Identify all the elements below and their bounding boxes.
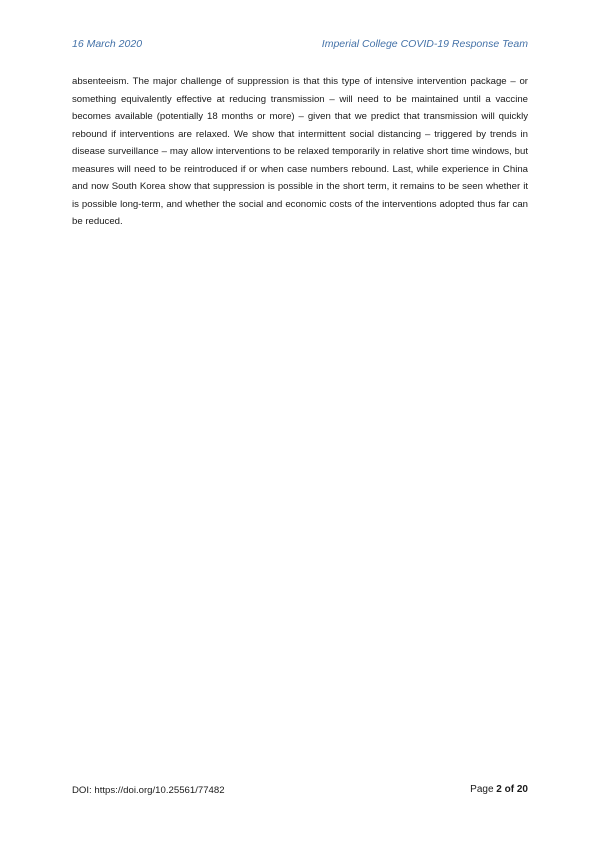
page-current: 2 [496,784,502,795]
page-number [470,784,528,795]
header-team: Imperial College COVID-19 Response Team [321,38,528,50]
page-of: of [504,784,515,795]
body-paragraph: absenteeism. The major challenge of suppression is that this type of intensive intervention package – or something equivalently effective at reducing transmission – will need to be maintained until a vaccine becomes available (potentially 18 months or more) – given that we predict that transmission will quickly rebound if interventions are relaxed. We show that intermittent social distancing – triggered by trends in disease surveillance – may allow interventions to be relaxed temporarily in relative short time windows, but measures will need to be reintroduced if or when case numbers rebound. Last, while experience in China and now South Korea show that suppression is possible in the short term, it remains to be seen whether it is possible long-term, and whether the social and economic costs of the interventions adopted thus far can be reduced. [72,76,528,227]
header-date: 16 March 2020 [72,38,143,50]
footer-doi: DOI: https://doi.org/10.25561/77482 [72,785,225,796]
page-total: 20 [516,784,528,795]
page-word: Page [470,784,494,795]
